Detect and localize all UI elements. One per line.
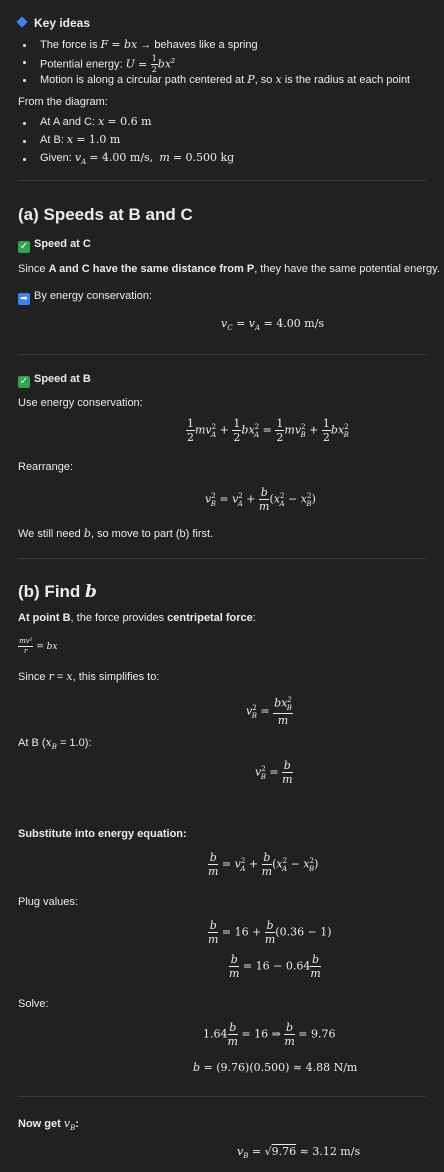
key-idea-3: Motion is along a circular path centered at P, so x is the radius at each point [40,73,411,86]
now-get-label: Now get $v_B$: [18,1117,79,1133]
bullet-dot [23,61,26,64]
part-b-heading: (b) Find b [18,582,97,602]
eq-final: $v_B = √9.76 \approx 3.12$ m/s [237,1145,361,1161]
key-idea-1: The force is F = bx → behaves like a spring [40,38,258,51]
eq-centripetal: $\frac{\text{mv²}}{r}$ = bx [19,637,58,655]
part-a-heading: (a) Speeds at B and C [18,205,193,224]
key-idea-2: Potential energy: U = $\frac{1}{2}$ $bx^2$ [40,54,175,74]
arrow-right-icon: ➡ [18,293,30,305]
eq-substitute: $\frac{b}{m}$ = $v^2_A$ + $\frac{b}{m}$ $(x^2_A - x^2_B)$ [208,851,319,878]
eq-plug-1: $\frac{b}{m}$ = 16 + $\frac{b}{m}$ (0.36 − 1) [208,919,332,946]
divider [18,354,426,355]
eq-solve-2: b = (9.76)(0.500) ≈ 4.88 N/m [193,1061,358,1074]
key-ideas-heading [18,16,90,30]
eq-vb-sq-b: $v^2_B$ = $\frac{b}{m}$ [255,759,293,786]
check-icon: ✓ [19,241,29,252]
speed-b-text: Use energy conservation: [18,397,143,409]
divider [18,180,426,181]
energy-conservation-label: ➡ By energy conservation: [18,290,152,305]
from-diagram-title: From the diagram: [18,96,108,108]
plug-label: Plug values: [18,896,78,908]
speed-c-text: Since A and C have the same distance from P, they have the same potential energy. [18,263,440,275]
bullet-dot [23,44,26,47]
bullet-dot [23,79,26,82]
speed-b-title: ✓ Speed at B [19,373,91,387]
at-b-text: At B $(x_B = 1.0)$: [18,736,92,752]
divider [18,558,426,559]
diagram-item-2: At B: x = 1.0 m [40,133,121,146]
eq-rearranged: $v^2_B = v^2_A$ + $\frac{b}{m}$ $(x^2_A - x^2_B)$ [205,486,316,513]
check-icon: ✓ [19,376,29,387]
eq-solve-1: 1.64 $\frac{b}{m}$ = 16 ⇒ $\frac{b}{m}$ = 9.76 [203,1021,336,1048]
eq-vc: $v_C = v_A = 4.00$ m/s [221,317,325,333]
eq-plug-2: $\frac{b}{m}$ = 16 − 0.64 $\frac{b}{m}$ [229,953,321,980]
bullet-dot [23,122,26,125]
key-ideas-title: Key ideas [34,16,91,30]
since-text: Since r = x, this simplifies to: [18,670,160,683]
bullet-dot [23,140,26,143]
diagram-item-1: At A and C: x = 0.6 m [40,115,152,128]
still-need-text: We still need b, so move to part (b) first. [18,527,214,540]
bullet-dot [23,158,26,161]
eq-energy: $\frac{1}{2}$ $mv^2_A$ + $\frac{1}{2}$ $bx^2_A$ = $\frac{1}{2}$ $mv^2_B$ + $\frac{1}{2}$ $bx^2_B$ [187,417,349,444]
solve-label: Solve: [18,998,49,1010]
rearrange-label: Rearrange: [18,461,74,473]
eq-vb-sq: $v^2_B$ = $\frac{bx^2_B}{m}$ [246,696,292,727]
diagram-item-3: Given: $v_A = 4.00$ m/s, m = 0.500 kg [40,151,235,167]
substitute-label: Substitute into energy equation: [18,828,187,840]
divider [18,1096,426,1097]
speed-c-title: ✓ Speed at C [19,238,91,252]
centripetal-text: At point B, the force provides centripetal force: [18,612,256,624]
diamond-icon [16,16,27,27]
